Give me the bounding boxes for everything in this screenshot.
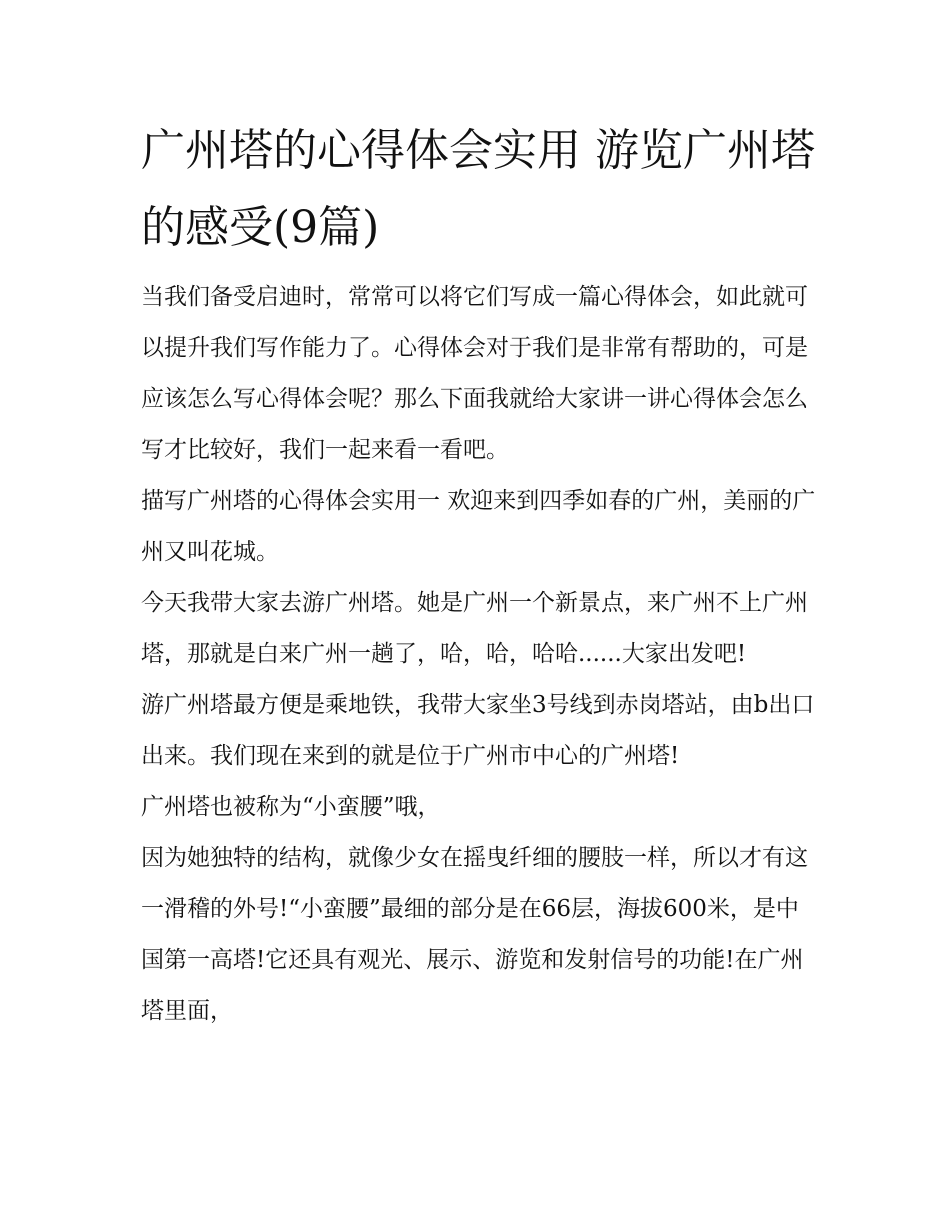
- paragraph-subway: 游广州塔最方便是乘地铁，我带大家坐3号线到赤岗塔站，由b出口出来。我们现在来到的就是位于广州市中心的广州塔!: [141, 692, 815, 769]
- paragraph-intro: 当我们备受启迪时，常常可以将它们写成一篇心得体会，如此就可以提升我们写作能力了。心得体会对于我们是非常有帮助的，可是应该怎么写心得体会呢？那么下面我就给大家讲一讲心得体会怎么写才比较好，我们一起来看一看吧。: [141, 284, 808, 463]
- paragraph-structure: 因为她独特的结构，就像少女在摇曳纤细的腰肢一样，所以才有这一滑稽的外号!“小蛮腰”最细的部分是在66层，海拔600米，是中国第一高塔!它还具有观光、展示、游览和发射信号的功能!在广州塔里面，: [141, 845, 808, 1024]
- paragraph-welcome: 描写广州塔的心得体会实用一 欢迎来到四季如春的广州，美丽的广州又叫花城。: [141, 488, 816, 565]
- paragraph-nickname: 广州塔也被称为“小蛮腰”哦，: [141, 794, 441, 820]
- document-title: 广州塔的心得体会实用 游览广州塔的感受(9篇): [141, 125, 815, 253]
- document-page: [141, 112, 821, 1037]
- paragraph-today: 今天我带大家去游广州塔。她是广州一个新景点，来广州不上广州塔，那就是白来广州一趟了，哈，哈，哈哈......大家出发吧!: [141, 590, 808, 667]
